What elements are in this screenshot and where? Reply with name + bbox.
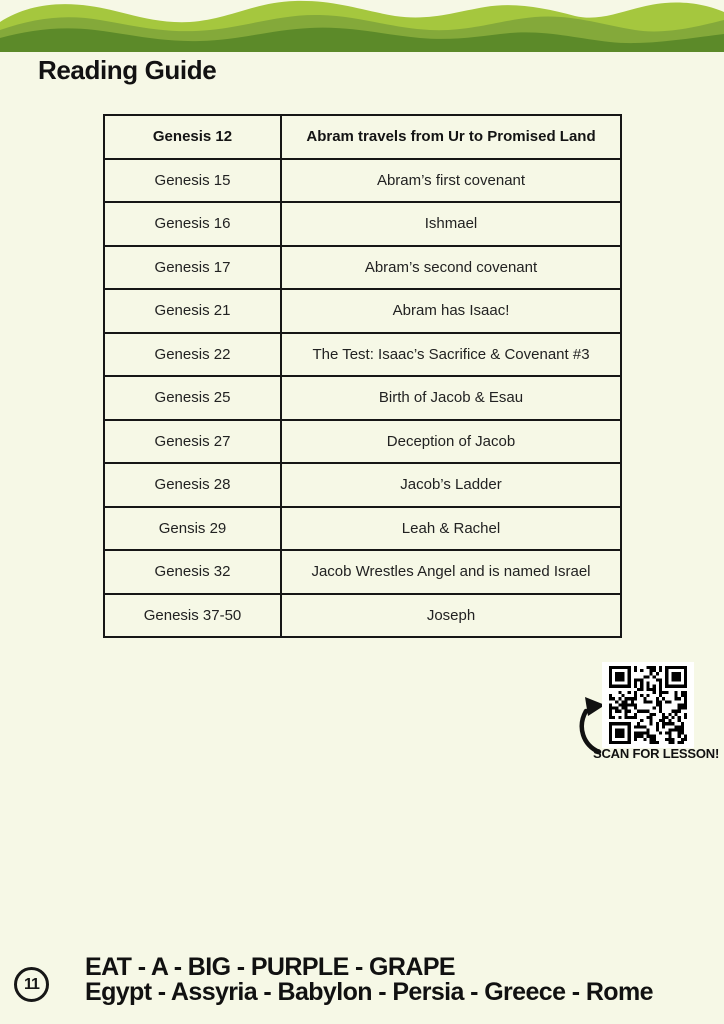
table-row (104, 594, 621, 638)
cell-chapter: Genesis 25 (104, 376, 281, 420)
cell-description: Jacob’s Ladder (281, 463, 621, 507)
table-row (104, 115, 621, 159)
cell-chapter: Genesis 22 (104, 333, 281, 377)
cell-chapter: Genesis 28 (104, 463, 281, 507)
table-row (104, 202, 621, 246)
page-number: 11 (24, 975, 39, 993)
cell-chapter: Genesis 17 (104, 246, 281, 290)
table-row (104, 550, 621, 594)
cell-chapter: Genesis 21 (104, 289, 281, 333)
table-row (104, 246, 621, 290)
page-number-badge (14, 967, 49, 1002)
reading-guide-table-body (104, 115, 621, 637)
table-row (104, 420, 621, 464)
cell-description: Deception of Jacob (281, 420, 621, 464)
table-row (104, 159, 621, 203)
reading-guide-table (103, 114, 622, 638)
cell-chapter: Genesis 37-50 (104, 594, 281, 638)
cell-description: Leah & Rachel (281, 507, 621, 551)
table-row (104, 507, 621, 551)
cell-description: Joseph (281, 594, 621, 638)
cell-description: The Test: Isaac’s Sacrifice & Covenant #3 (281, 333, 621, 377)
cell-chapter: Genesis 32 (104, 550, 281, 594)
mnemonic-acronym: EAT - A - BIG - PURPLE - GRAPE (85, 953, 455, 981)
mnemonic-block (85, 955, 653, 1005)
page-title: Reading Guide (38, 55, 217, 85)
qr-code[interactable] (602, 662, 694, 748)
qr-scan-label: SCAN FOR LESSON! (593, 746, 720, 761)
cell-description: Abram’s first covenant (281, 159, 621, 203)
wave-header-decoration (0, 0, 724, 52)
table-row (104, 463, 621, 507)
cell-chapter: Genesis 15 (104, 159, 281, 203)
cell-chapter: Genesis 16 (104, 202, 281, 246)
qr-code-pattern (609, 666, 687, 744)
table-row (104, 333, 621, 377)
cell-chapter: Genesis 12 (104, 115, 281, 159)
cell-description: Jacob Wrestles Angel and is named Israel (281, 550, 621, 594)
mnemonic-expansion: Egypt - Assyria - Babylon - Persia - Greece - Rome (85, 978, 653, 1006)
cell-description: Abram travels from Ur to Promised Land (281, 115, 621, 159)
cell-description: Abram has Isaac! (281, 289, 621, 333)
table-row (104, 289, 621, 333)
cell-description: Birth of Jacob & Esau (281, 376, 621, 420)
cell-description: Ishmael (281, 202, 621, 246)
cell-chapter: Genesis 27 (104, 420, 281, 464)
cell-chapter: Gensis 29 (104, 507, 281, 551)
cell-description: Abram’s second covenant (281, 246, 621, 290)
table-row (104, 376, 621, 420)
